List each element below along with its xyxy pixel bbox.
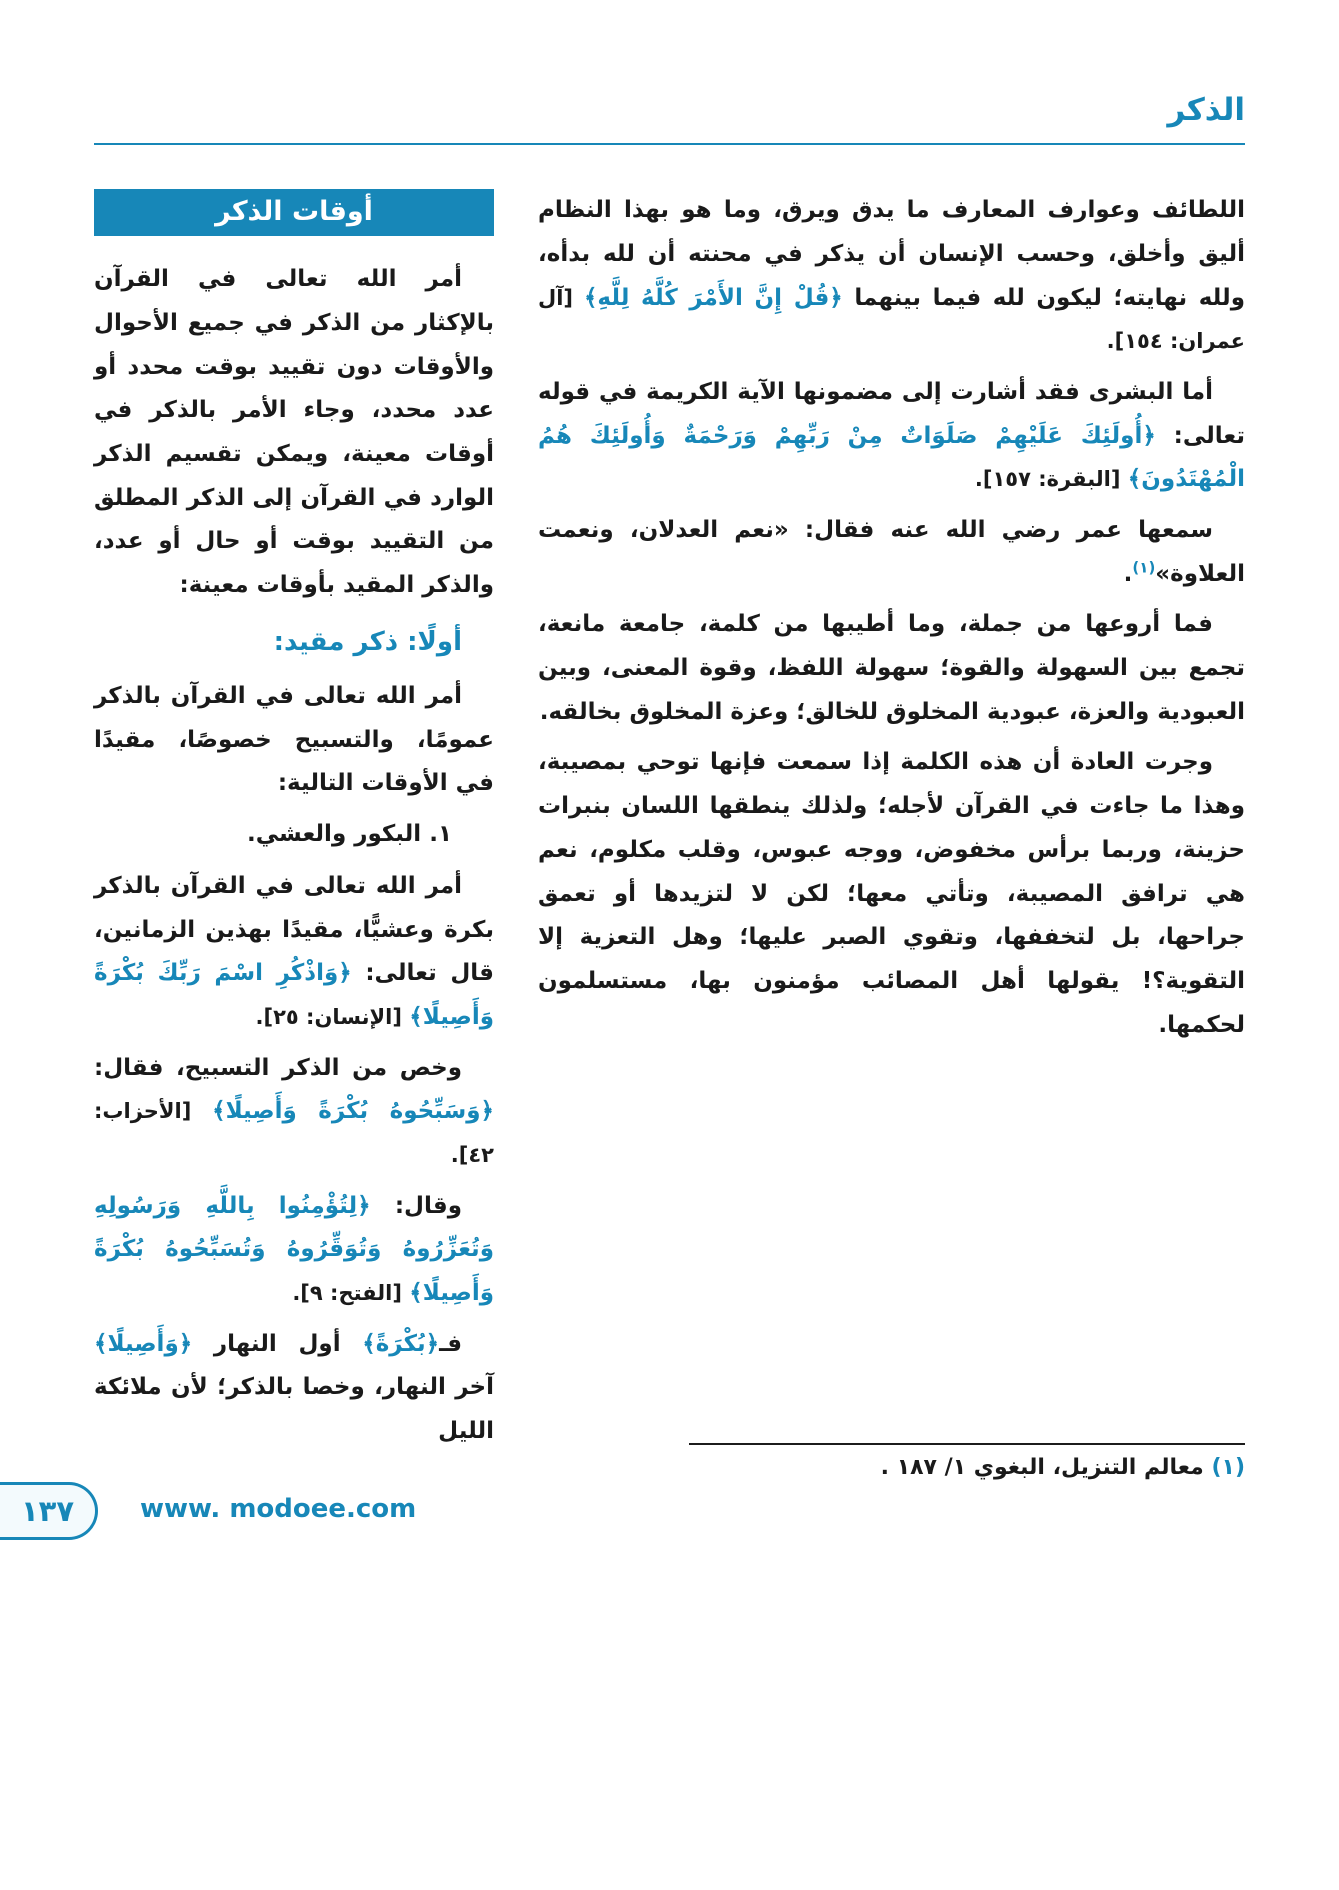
quran-verse: ﴿وَسَبِّحُوهُ بُكْرَةً وَأَصِيلًا﴾ [212, 1098, 494, 1125]
header-rule [94, 143, 1245, 145]
quran-verse: ﴿بُكْرَةً﴾ [362, 1330, 440, 1357]
quran-verse: ﴿لِتُؤْمِنُوا بِاللَّهِ وَرَسُولِهِ وَتُعَزِّرُوهُ وَتُوَقِّرُوهُ وَتُسَبِّحُوهُ بُكْرَةً وَأَصِيلًا﴾ [94, 1192, 494, 1307]
footnote [689, 1443, 1245, 1480]
paragraph [538, 189, 1245, 364]
website-text: www. modoee.com [140, 1494, 417, 1524]
verse-reference: [الأحزاب: ٤٢]. [94, 1099, 494, 1167]
footnote-marker: (١) [1132, 558, 1156, 577]
verse-reference: [الفتح: ٩]. [292, 1281, 410, 1306]
text-run: فما أروعها من جملة، وما أطيبها من كلمة، جامعة مانعة، تجمع بين السهولة والقوة؛ سهولة اللفظ، وقوة المعنى، وبين العبودية والعزة، عبودية المخلوق للخالق؛ وعزة المخلوق بخالقه. [538, 611, 1245, 725]
paragraph [94, 865, 494, 1040]
quran-verse: ﴿وَاذْكُرِ اسْمَ رَبِّكَ بُكْرَةً وَأَصِيلًا﴾ [94, 960, 494, 1030]
text-run: أولًا: ذكر مقيد: [273, 626, 462, 657]
paragraph [94, 675, 494, 806]
text-columns [94, 189, 1245, 1445]
column-left-body [94, 258, 494, 1454]
quran-verse: ﴿وَأَصِيلًا﴾ [94, 1330, 193, 1357]
text-run: وجرت العادة أن هذه الكلمة إذا سمعت فإنها توحي بمصيبة، وهذا ما جاءت في القرآن لأجله؛ ولذلك ينطقها اللسان بنبرات حزينة، وربما برأس مخفوض، ووجه عبوس، وقلب مكلوم، نعم هي ترافق المصيبة، وتأتي معها؛ لكن لا لتزيدها أو تعمق جراحها، بل لتخففها، وتقوي الصبر عليها؛ وهل التعزية إلا التقوية؟! يقولها أهل المصائب مؤمنون بها، مستسلمون لحكمها. [538, 749, 1245, 1038]
paragraph [538, 741, 1245, 1047]
column-right [538, 189, 1245, 1054]
text-run: سمعها عمر رضي الله عنه فقال: «نعم العدلان، ونعمت العلاوة» [538, 517, 1245, 587]
text-run: وخص من الذكر التسبيح، فقال: [94, 1054, 462, 1081]
paragraph [94, 258, 494, 608]
quran-verse: ﴿قُلْ إِنَّ الأَمْرَ كُلَّهُ لِلَّهِ﴾ [583, 284, 843, 311]
page-number: ١٣٧ [20, 1494, 75, 1528]
text-run: أمر الله تعالى في القرآن بالذكر بكرة وعشيًّا، مقيدًا بهذين الزمانين، قال تعالى: [94, 872, 494, 987]
text-run: آخر النهار، وخصا بالذكر؛ لأن ملائكة الليل [94, 1374, 494, 1445]
page-header [94, 92, 1245, 135]
footnote-text: معالم التنزيل، البغوي ١/ ١٨٧ . [880, 1455, 1212, 1481]
text-run: أول النهار [192, 1330, 363, 1357]
text-run: أمر الله تعالى في القرآن بالذكر عمومًا، والتسبيح خصوصًا، مقيدًا في الأوقات التالية: [94, 683, 494, 797]
paragraph [94, 1185, 494, 1316]
quran-verse: ﴿أُولَئِكَ عَلَيْهِمْ صَلَوَاتٌ مِنْ رَبِّهِمْ وَرَحْمَةٌ وَأُولَئِكَ هُمُ الْمُهْتَدُونَ﴾ [538, 422, 1245, 493]
section-title-text: أوقات الذكر [215, 196, 373, 228]
text-run: ١. البكور والعشي. [247, 821, 452, 848]
paragraph [538, 603, 1245, 734]
page-number-tab [0, 1482, 98, 1540]
text-run: أمر الله تعالى في القرآن بالإكثار من الذكر في جميع الأحوال والأوقات دون تقييد بوقت محدد أو عدد محدد، وجاء الأمر بالذكر في أوقات معينة، ويمكن تقسيم الذكر الوارد في القرآن إلى الذكر المطلق من التقييد بوقت أو حال أو عدد، والذكر المقيد بأوقات معينة: [94, 266, 494, 598]
paragraph [94, 1047, 494, 1178]
paragraph [94, 1323, 494, 1454]
footnote-marker: (١) [1211, 1455, 1245, 1481]
section-subheading [94, 618, 494, 667]
verse-reference: [الإنسان: ٢٥]. [255, 1004, 410, 1029]
column-left [94, 189, 494, 1461]
section-title-box [94, 189, 494, 236]
paragraph [538, 509, 1245, 596]
paragraph [94, 813, 494, 857]
paragraph [538, 371, 1245, 502]
text-run: وقال: [370, 1192, 462, 1219]
text-run: فـ [439, 1330, 462, 1357]
page-header-title: الذكر [1167, 92, 1245, 128]
verse-reference: [البقرة: ١٥٧]. [974, 467, 1128, 492]
text-run: أما البشرى فقد أشارت إلى مضمونها الآية الكريمة في قوله تعالى: [538, 378, 1245, 449]
text-run: اللطائف وعوارف المعارف ما يدق ويرق، وما هو بهذا النظام أليق وأخلق، وحسب الإنسان أن يذكر في محنته أن لله بدأه، ولله نهايته؛ ليكون لله فيما بينهما [538, 197, 1245, 311]
verse-reference: [آل عمران: ١٥٤]. [538, 285, 1245, 354]
text-run: . [1123, 560, 1133, 587]
